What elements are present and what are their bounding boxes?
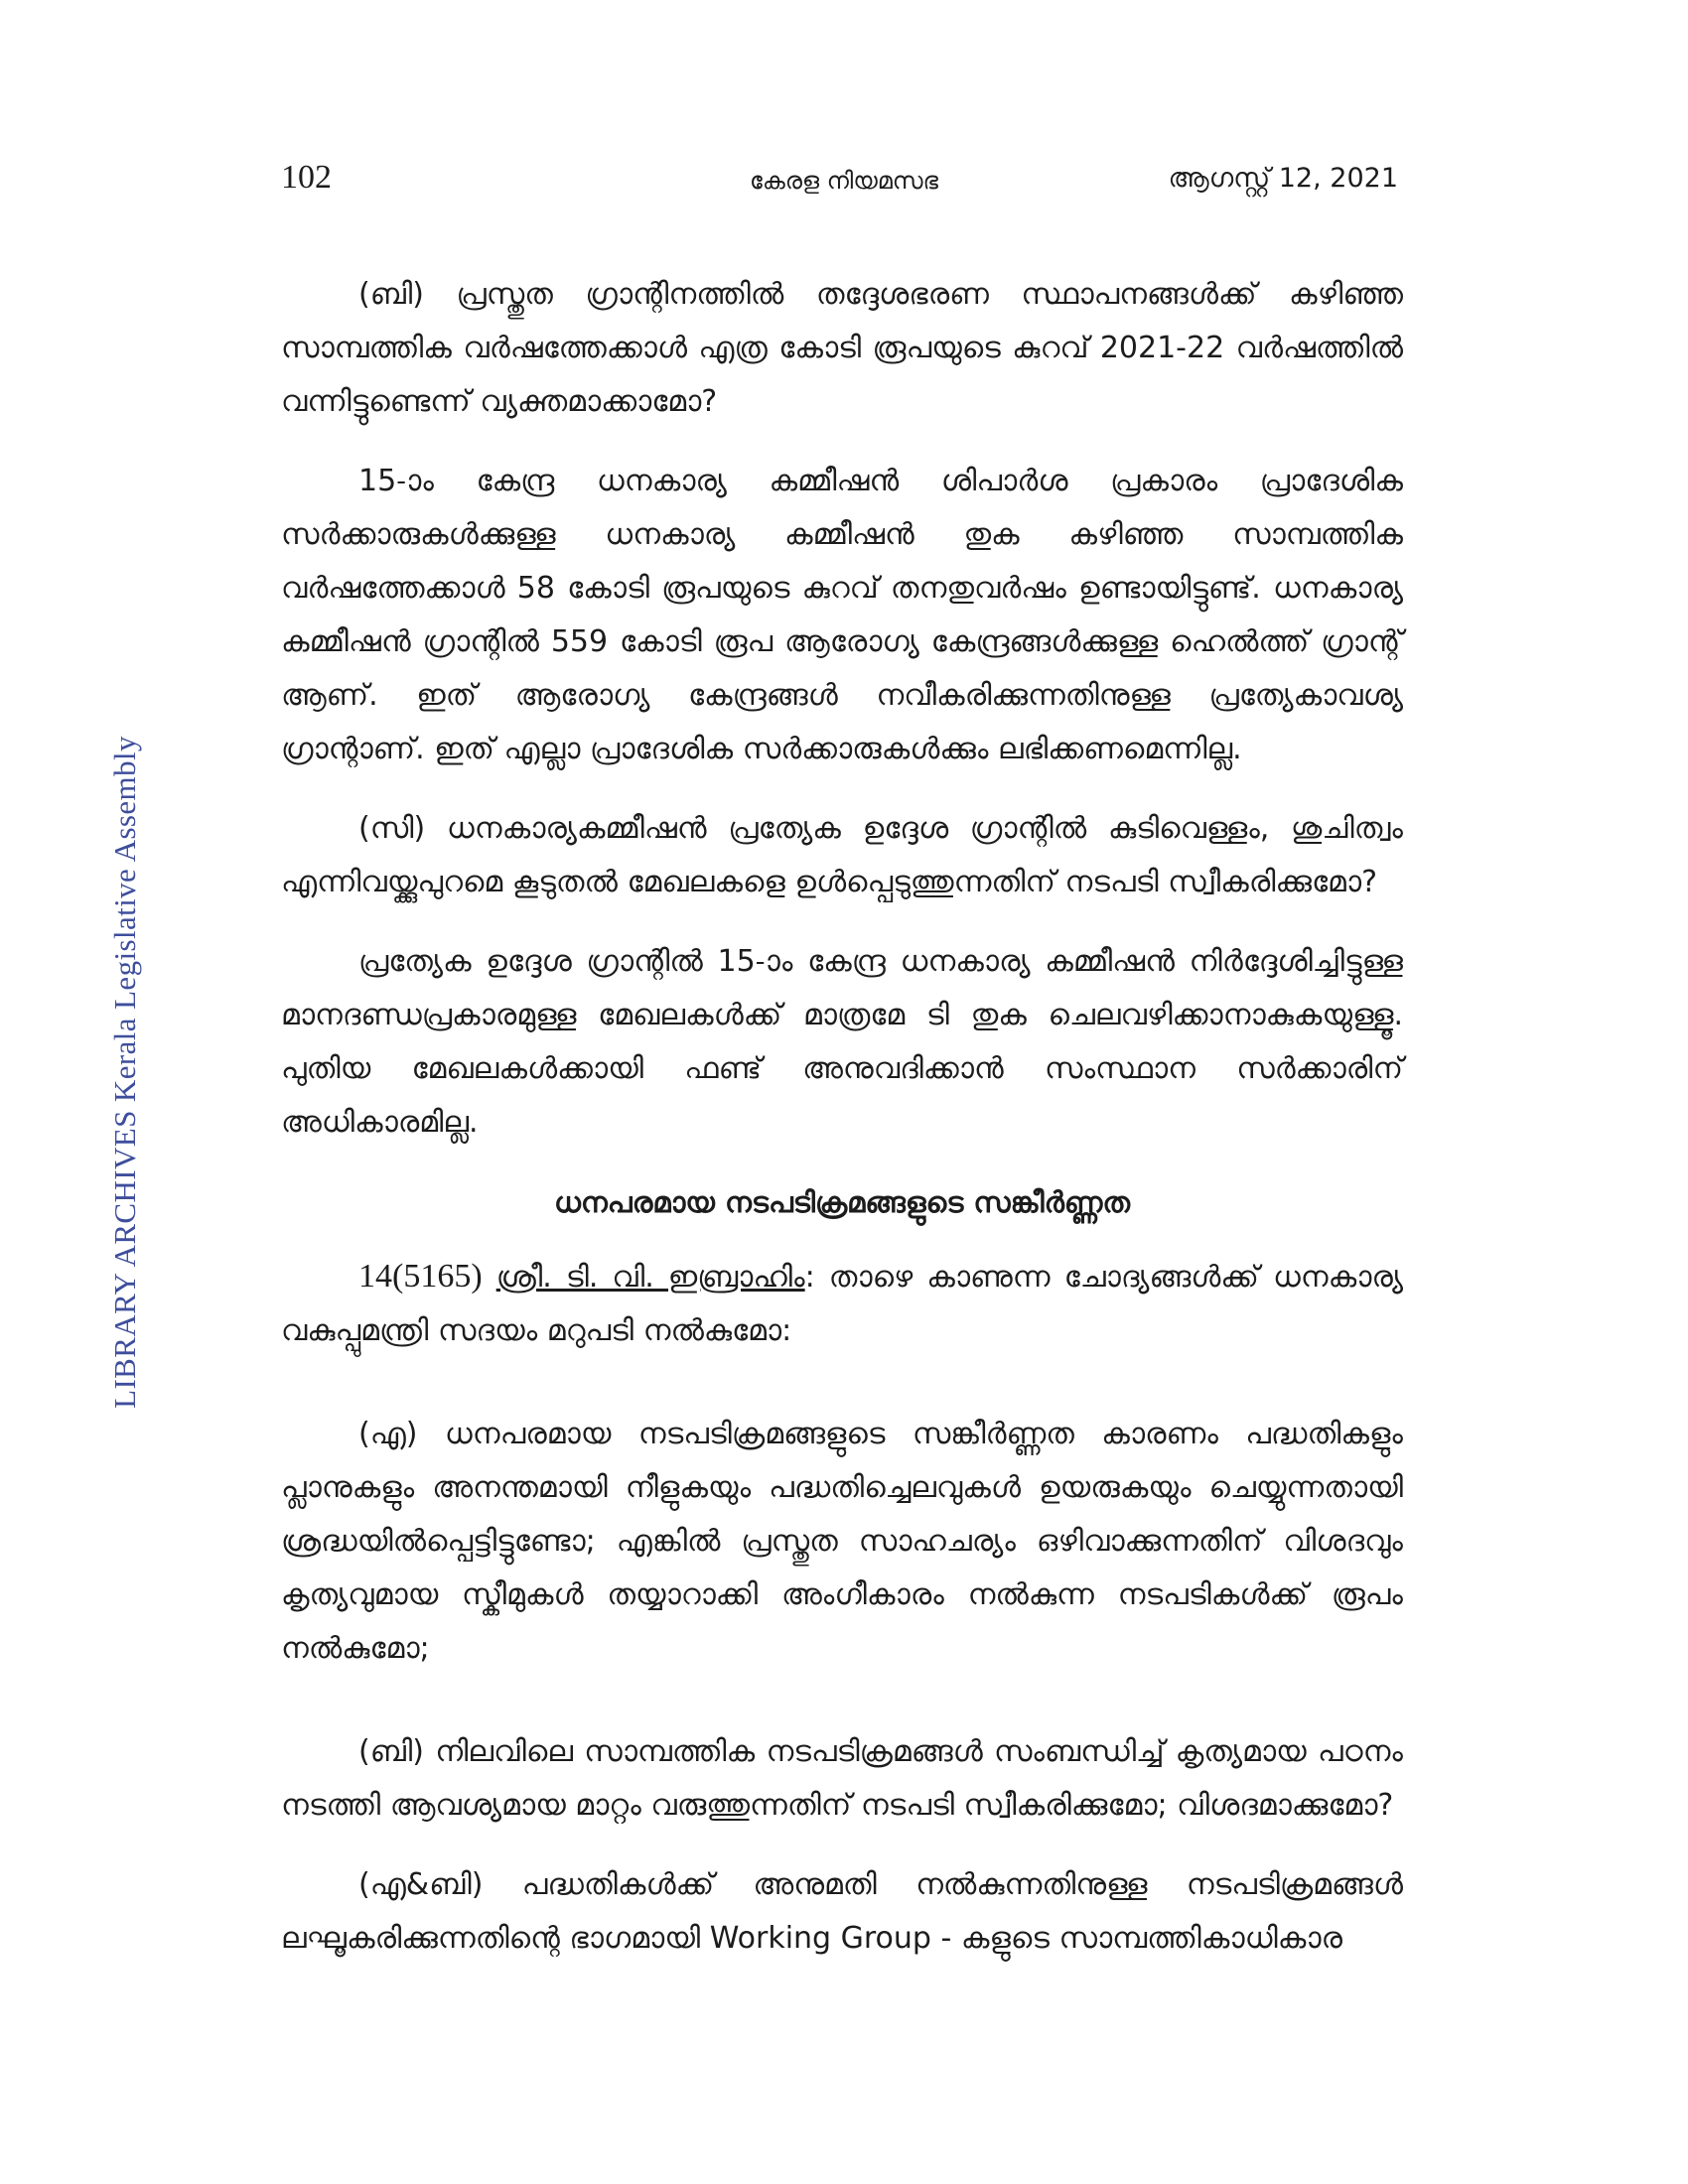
archive-watermark: LIBRARY ARCHIVES Kerala Legislative Assembly (107, 736, 142, 1409)
page-header-title: കേരള നിയമസഭ (749, 167, 939, 195)
member-name: ശ്രീ. ടി. വി. ഇബ്രാഹിം (495, 1260, 805, 1295)
question-intro (281, 1250, 1403, 1358)
question-intro-text: : താഴെ കാണുന്ന ചോദ്യങ്ങൾക്ക് ധനകാര്യ വകുപ്പുമന്ത്രി സദയം മറുപടി നൽകുമോ: (281, 1260, 1403, 1348)
page-header-date: ആഗസ്റ്റ് 12, 2021 (1168, 163, 1398, 194)
answer-b-paragraph: 15-ാം കേന്ദ്ര ധനകാര്യ കമ്മീഷൻ ശിപാർശ പ്രകാരം പ്രാദേശിക സർക്കാരുകൾക്കുള്ള ധനകാര്യ കമ്മീഷൻ തുക കഴിഞ്ഞ സാമ്പത്തിക വർഷത്തേക്കാൾ 58 കോടി രൂപയുടെ കുറവ് തനതുവർഷം ഉണ്ടായിട്ടുണ്ട്. ധനകാര്യ കമ്മീഷൻ ഗ്രാന്റിൽ 559 കോടി രൂപ ആരോഗ്യ കേന്ദ്രങ്ങൾക്കുള്ള ഹെൽത്ത് ഗ്രാന്റ് ആണ്. ഇത് ആരോഗ്യ കേന്ദ്രങ്ങൾ നവീകരിക്കുന്നതിനുള്ള പ്രത്യേകാവശ്യ ഗ്രാന്റാണ്. ഇത് എല്ലാ പ്രാദേശിക സർക്കാരുകൾക്കും ലഭിക്കണമെന്നില്ല. (281, 464, 1403, 766)
question-number: 14(5165) (358, 1258, 483, 1295)
answer-ab-paragraph: (എ&ബി) പദ്ധതികൾക്ക് അനുമതി നൽകുന്നതിനുള്ള നടപടിക്രമങ്ങൾ ലഘൂകരിക്കുന്നതിന്റെ ഭാഗമായി Working Group - കളുടെ സാമ്പത്തികാധികാര (281, 1867, 1403, 1956)
question-b-paragraph: (ബി) പ്രസ്തുത ഗ്രാന്റിനത്തിൽ തദ്ദേശഭരണ സ്ഥാപനങ്ങൾക്ക് കഴിഞ്ഞ സാമ്പത്തിക വർഷത്തേക്കാൾ എത്ര കോടി രൂപയുടെ കുറവ് 2021-22 വർഷത്തിൽ വന്നിട്ടുണ്ടെന്ന് വ്യക്തമാക്കാമോ? (281, 277, 1403, 419)
question-c-paragraph: (സി) ധനകാര്യകമ്മീഷൻ പ്രത്യേക ഉദ്ദേശ ഗ്രാന്റിൽ കുടിവെള്ളം, ശുചിത്വം എന്നിവയ്ക്കുപുറമെ കൂടുതൽ മേഖലകളെ ഉൾപ്പെടുത്തുന്നതിന് നടപടി സ്വീകരിക്കുമോ? (281, 811, 1403, 899)
answer-c-paragraph: പ്രത്യേക ഉദ്ദേശ ഗ്രാന്റിൽ 15-ാം കേന്ദ്ര ധനകാര്യ കമ്മീഷൻ നിർദ്ദേശിച്ചിട്ടുള്ള മാനദണ്ഡപ്രകാരമുള്ള മേഖലകൾക്ക് മാത്രമേ ടി തുക ചെലവഴിക്കാനാകുകയുള്ളൂ. പുതിയ മേഖലകൾക്കായി ഫണ്ട് അനുവദിക്കാൻ സംസ്ഥാന സർക്കാരിന് അധികാരമില്ല. (281, 944, 1403, 1140)
page-number: 102 (281, 159, 332, 196)
section-heading: ധനപരമായ നടപടിക്രമങ്ങളുടെ സങ്കീർണ്ണത (553, 1185, 1131, 1219)
document-body (281, 268, 1403, 1991)
question-a-paragraph: (എ) ധനപരമായ നടപടിക്രമങ്ങളുടെ സങ്കീർണ്ണത കാരണം പദ്ധതികളും പ്ലാനുകളും അനന്തമായി നീളുകയും പദ്ധതിച്ചെലവുകൾ ഉയരുകയും ചെയ്യുന്നതായി ശ്രദ്ധയിൽപ്പെട്ടിട്ടുണ്ടോ; എങ്കിൽ പ്രസ്തുത സാഹചര്യം ഒഴിവാക്കുന്നതിന് വിശദവും കൃത്യവുമായ സ്കീമുകൾ തയ്യാറാക്കി അംഗീകാരം നൽകുന്ന നടപടികൾക്ക് രൂപം നൽകുമോ; (281, 1417, 1403, 1666)
question-b2-paragraph: (ബി) നിലവിലെ സാമ്പത്തിക നടപടിക്രമങ്ങൾ സംബന്ധിച്ച് കൃത്യമായ പഠനം നടത്തി ആവശ്യമായ മാറ്റം വരുത്തുന്നതിന് നടപടി സ്വീകരിക്കുമോ; വിശദമാക്കുമോ? (281, 1734, 1403, 1823)
